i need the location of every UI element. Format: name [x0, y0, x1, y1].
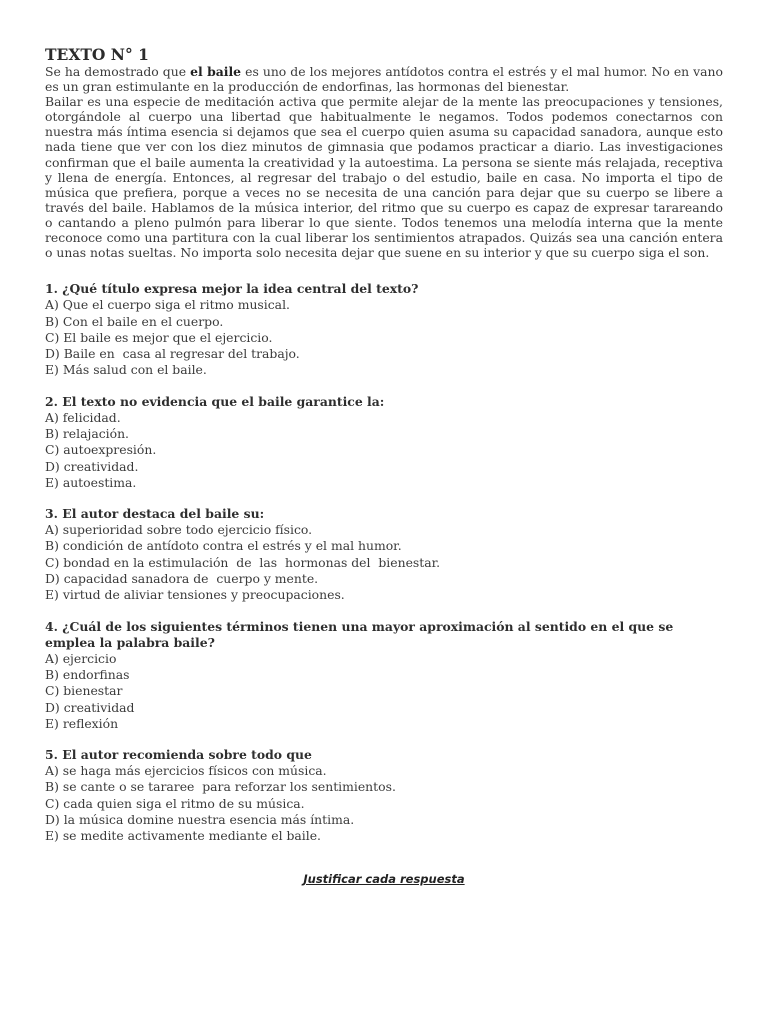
option-a: A) se haga más ejercicios físicos con música.: [45, 763, 327, 779]
question-4: [45, 619, 723, 732]
question-2-options: [45, 410, 723, 491]
question-3-options: [45, 522, 723, 603]
paragraph-1-intro: Se ha demostrado que: [45, 64, 191, 79]
option-c: C) El baile es mejor que el ejercicio.: [45, 329, 273, 345]
option-e: E) Más salud con el baile.: [45, 362, 207, 378]
option-e: E) virtud de aliviar tensiones y preocupaciones.: [45, 587, 345, 603]
question-2: [45, 394, 723, 491]
option-b: B) relajación.: [45, 426, 129, 441]
reading-paragraph-1: [45, 64, 723, 94]
option-c: C) autoexpresión.: [45, 442, 157, 458]
option-b: B) condición de antídoto contra el estrés y el mal humor.: [45, 538, 402, 554]
question-1-options: [45, 297, 723, 378]
question-3-text: 3. El autor destaca del baile su:: [45, 506, 265, 522]
option-d: D) capacidad sanadora de cuerpo y mente.: [45, 571, 319, 587]
question-5-options: [45, 763, 723, 844]
option-c: C) bienestar: [45, 683, 123, 699]
option-a: A) superioridad sobre todo ejercicio físico.: [45, 522, 313, 538]
document-body: [45, 46, 723, 845]
paragraph-1-rest: es uno de los mejores antídotos contra el estrés y el mal humor. No en vano es un gran estimulante en la producción de endorfinas, las hormonas del bienestar.: [45, 64, 723, 95]
question-4-options: [45, 651, 723, 732]
question-2-text: 2. El texto no evidencia que el baile garantice la:: [45, 393, 385, 409]
paragraph-1-bold-term: el baile: [190, 64, 242, 79]
option-a: A) Que el cuerpo siga el ritmo musical.: [45, 297, 290, 313]
option-b: B) Con el baile en el cuerpo.: [45, 313, 224, 329]
question-1: [45, 281, 723, 378]
document-title: TEXTO N° 1: [45, 45, 149, 64]
option-c: C) cada quien siga el ritmo de su música.: [45, 795, 305, 811]
option-e: E) reflexión: [45, 715, 119, 731]
footer-instruction: Justificar cada respuesta: [303, 872, 465, 886]
option-b: B) endorfinas: [45, 666, 130, 682]
option-d: D) creatividad.: [45, 458, 139, 474]
option-d: D) creatividad: [45, 699, 135, 715]
option-a: A) ejercicio: [45, 650, 117, 666]
option-a: A) felicidad.: [45, 409, 121, 425]
reading-paragraph-2: Bailar es una especie de meditación activa que permite alejar de la mente las preocupaciones y tensiones, otorgándole al cuerpo una libertad que habitualmente le negamos. Todos podemos conectarnos con nuestra más íntima esencia si dejamos que sea el cuerpo quien asuma su capacidad sanadora, aunque esto nada tiene que ver con los diez minutos de gimnasia que podamos practicar a diario. Las investigaciones confirman que el baile aumenta la creatividad y la autoestima. La persona se siente más relajada, receptiva y llena de energía. Entonces, al regresar del trabajo o del estudio, baile en casa. No importa el tipo de música que prefiera, porque a veces no se necesita de una canción para dejar que su cuerpo se libere a través del baile. Hablamos de la música interior, del ritmo que su cuerpo es capaz de expresar tarareando o cantando a pleno pulmón para liberar lo que siente. Todos tenemos una melodía interna que la mente reconoce como una partitura con la cual liberar los sentimientos atrapados. Quizás sea una canción entera o unas notas sueltas. No importa solo necesita dejar que suene en su interior y que su cuerpo siga el son.: [45, 94, 723, 261]
option-b: B) se cante o se tararee para reforzar los sentimientos.: [45, 779, 396, 795]
question-5-text: 5. El autor recomienda sobre todo que: [45, 747, 312, 763]
question-5: [45, 747, 723, 844]
question-4-text: 4. ¿Cuál de los siguientes términos tienen una mayor aproximación al sentido en el que se emplea la palabra baile?: [45, 618, 674, 650]
question-3: [45, 506, 723, 603]
question-1-text: 1. ¿Qué título expresa mejor la idea central del texto?: [45, 281, 419, 297]
option-d: D) la música domine nuestra esencia más íntima.: [45, 812, 355, 828]
option-c: C) bondad en la estimulación de las hormonas del bienestar.: [45, 554, 441, 570]
option-e: E) autoestima.: [45, 474, 137, 490]
option-d: D) Baile en casa al regresar del trabajo.: [45, 346, 300, 362]
option-e: E) se medite activamente mediante el baile.: [45, 828, 321, 844]
